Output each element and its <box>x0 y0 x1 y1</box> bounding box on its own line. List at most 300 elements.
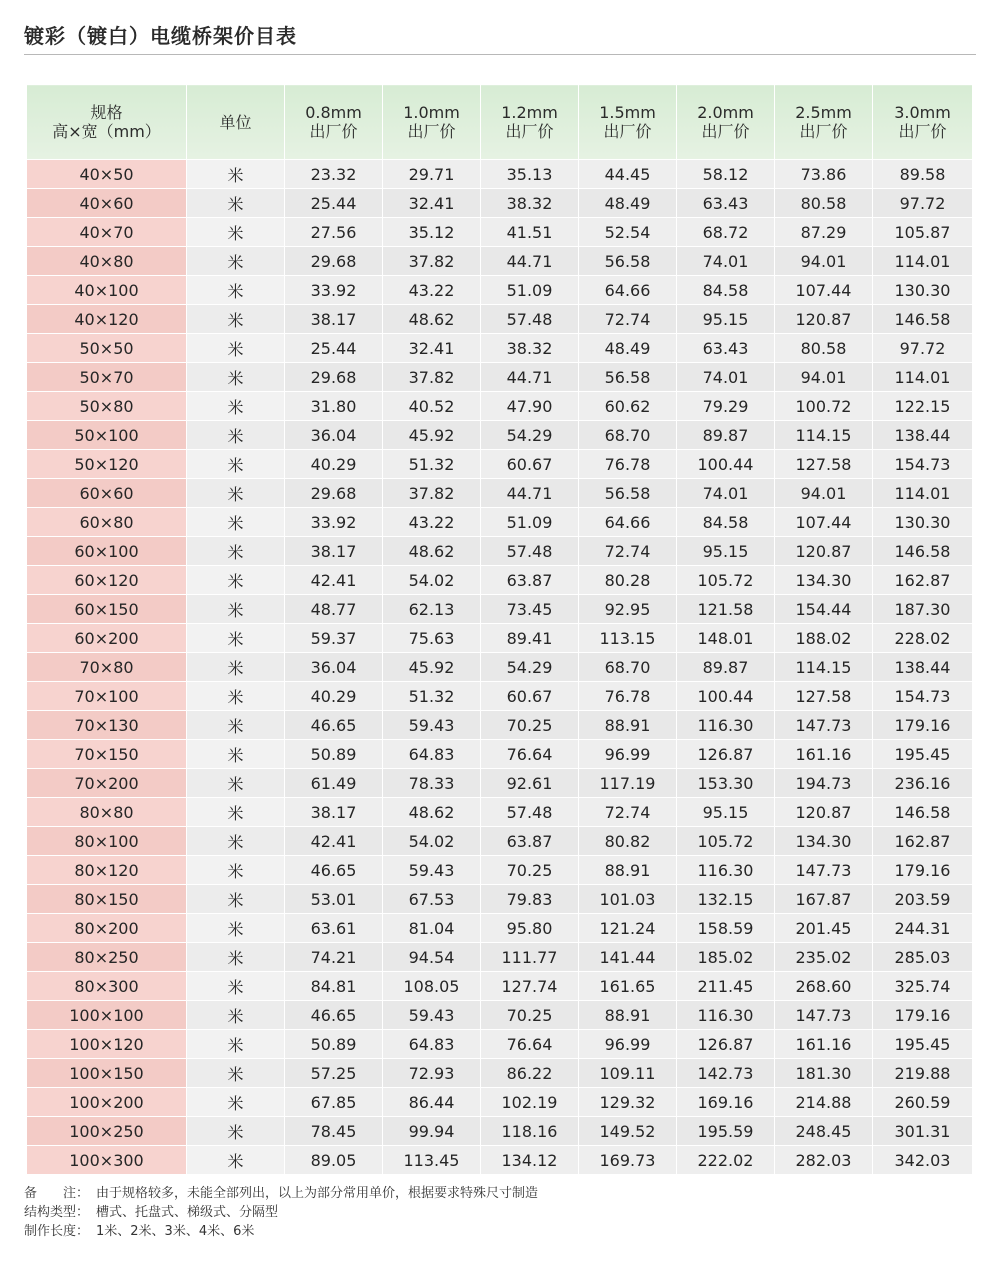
price-cell: 88.91 <box>579 711 677 740</box>
price-cell: 154.73 <box>873 682 973 711</box>
price-cell: 51.32 <box>383 450 481 479</box>
price-cell: 79.83 <box>481 885 579 914</box>
spec-cell: 100×150 <box>27 1059 187 1088</box>
price-cell: 63.87 <box>481 827 579 856</box>
spec-cell: 80×100 <box>27 827 187 856</box>
price-cell: 86.22 <box>481 1059 579 1088</box>
unit-cell: 米 <box>187 624 285 653</box>
table-row <box>27 972 973 1001</box>
price-cell: 64.83 <box>383 740 481 769</box>
price-cell: 84.58 <box>677 508 775 537</box>
price-cell: 99.94 <box>383 1117 481 1146</box>
price-cell: 76.78 <box>579 682 677 711</box>
table-row <box>27 189 973 218</box>
price-cell: 29.68 <box>285 247 383 276</box>
spec-cell: 50×50 <box>27 334 187 363</box>
price-cell: 74.01 <box>677 247 775 276</box>
price-cell: 57.48 <box>481 537 579 566</box>
table-row <box>27 247 973 276</box>
price-cell: 89.87 <box>677 653 775 682</box>
price-cell: 51.32 <box>383 682 481 711</box>
price-cell: 46.65 <box>285 711 383 740</box>
price-cell: 60.67 <box>481 682 579 711</box>
price-cell: 53.01 <box>285 885 383 914</box>
price-cell: 244.31 <box>873 914 973 943</box>
price-cell: 100.44 <box>677 682 775 711</box>
table-row <box>27 334 973 363</box>
price-cell: 60.67 <box>481 450 579 479</box>
price-table <box>26 84 973 1175</box>
spec-cell: 50×80 <box>27 392 187 421</box>
price-cell: 127.58 <box>775 450 873 479</box>
price-table-body <box>27 160 973 1175</box>
unit-cell: 米 <box>187 595 285 624</box>
header-thickness-1-2 <box>481 85 579 160</box>
price-cell: 40.52 <box>383 392 481 421</box>
price-cell: 195.45 <box>873 740 973 769</box>
unit-cell: 米 <box>187 1001 285 1030</box>
header-thickness-size: 1.2mm <box>501 103 558 122</box>
price-cell: 45.92 <box>383 653 481 682</box>
price-cell: 37.82 <box>383 479 481 508</box>
price-cell: 44.71 <box>481 247 579 276</box>
price-cell: 161.65 <box>579 972 677 1001</box>
price-cell: 154.44 <box>775 595 873 624</box>
price-cell: 102.19 <box>481 1088 579 1117</box>
price-cell: 132.15 <box>677 885 775 914</box>
price-cell: 72.74 <box>579 537 677 566</box>
price-cell: 36.04 <box>285 653 383 682</box>
price-cell: 126.87 <box>677 740 775 769</box>
price-cell: 285.03 <box>873 943 973 972</box>
unit-cell: 米 <box>187 856 285 885</box>
spec-cell: 70×150 <box>27 740 187 769</box>
price-cell: 114.15 <box>775 421 873 450</box>
price-cell: 47.90 <box>481 392 579 421</box>
unit-cell: 米 <box>187 450 285 479</box>
price-cell: 78.45 <box>285 1117 383 1146</box>
header-spec <box>27 85 187 160</box>
price-cell: 76.78 <box>579 450 677 479</box>
unit-cell: 米 <box>187 1146 285 1175</box>
price-cell: 129.32 <box>579 1088 677 1117</box>
note-lengths <box>24 1222 538 1241</box>
price-cell: 80.58 <box>775 189 873 218</box>
price-cell: 43.22 <box>383 508 481 537</box>
header-thickness-size: 3.0mm <box>894 103 951 122</box>
price-cell: 78.33 <box>383 769 481 798</box>
price-cell: 126.87 <box>677 1030 775 1059</box>
spec-cell: 70×100 <box>27 682 187 711</box>
notes <box>24 1184 538 1241</box>
price-cell: 120.87 <box>775 798 873 827</box>
price-cell: 25.44 <box>285 189 383 218</box>
price-cell: 57.48 <box>481 305 579 334</box>
spec-cell: 50×70 <box>27 363 187 392</box>
price-cell: 342.03 <box>873 1146 973 1175</box>
spec-cell: 40×120 <box>27 305 187 334</box>
table-row <box>27 1001 973 1030</box>
unit-cell: 米 <box>187 1117 285 1146</box>
price-cell: 44.71 <box>481 479 579 508</box>
price-cell: 325.74 <box>873 972 973 1001</box>
price-cell: 29.71 <box>383 160 481 189</box>
header-thickness-2-5 <box>775 85 873 160</box>
unit-cell: 米 <box>187 421 285 450</box>
header-thickness-label: 出厂价 <box>309 122 358 141</box>
price-cell: 120.87 <box>775 537 873 566</box>
price-cell: 94.01 <box>775 247 873 276</box>
spec-cell: 60×120 <box>27 566 187 595</box>
price-cell: 32.41 <box>383 189 481 218</box>
price-cell: 73.45 <box>481 595 579 624</box>
unit-cell: 米 <box>187 711 285 740</box>
table-row <box>27 537 973 566</box>
price-cell: 100.72 <box>775 392 873 421</box>
price-cell: 96.99 <box>579 740 677 769</box>
price-cell: 63.43 <box>677 334 775 363</box>
price-cell: 97.72 <box>873 189 973 218</box>
price-cell: 56.58 <box>579 247 677 276</box>
table-row <box>27 856 973 885</box>
price-cell: 161.16 <box>775 1030 873 1059</box>
price-cell: 48.77 <box>285 595 383 624</box>
price-cell: 70.25 <box>481 1001 579 1030</box>
price-cell: 127.58 <box>775 682 873 711</box>
price-cell: 121.24 <box>579 914 677 943</box>
spec-cell: 100×300 <box>27 1146 187 1175</box>
header-thickness-1-0 <box>383 85 481 160</box>
price-cell: 118.16 <box>481 1117 579 1146</box>
table-row <box>27 740 973 769</box>
price-cell: 43.22 <box>383 276 481 305</box>
price-cell: 42.41 <box>285 827 383 856</box>
note-text: 1米、2米、3米、4米、6米 <box>96 1224 255 1239</box>
price-cell: 74.01 <box>677 363 775 392</box>
spec-cell: 40×60 <box>27 189 187 218</box>
price-cell: 120.87 <box>775 305 873 334</box>
price-cell: 195.45 <box>873 1030 973 1059</box>
price-cell: 52.54 <box>579 218 677 247</box>
spec-cell: 80×150 <box>27 885 187 914</box>
note-label: 备 注： <box>24 1186 90 1201</box>
price-cell: 92.95 <box>579 595 677 624</box>
price-cell: 80.58 <box>775 334 873 363</box>
price-cell: 169.73 <box>579 1146 677 1175</box>
header-thickness-size: 2.5mm <box>795 103 852 122</box>
price-cell: 68.70 <box>579 653 677 682</box>
price-cell: 57.48 <box>481 798 579 827</box>
price-cell: 76.64 <box>481 1030 579 1059</box>
price-cell: 88.91 <box>579 1001 677 1030</box>
price-cell: 134.30 <box>775 827 873 856</box>
header-thickness-2-0 <box>677 85 775 160</box>
price-cell: 130.30 <box>873 508 973 537</box>
price-cell: 107.44 <box>775 276 873 305</box>
header-spec-line1: 规格 <box>90 103 123 122</box>
spec-cell: 60×80 <box>27 508 187 537</box>
unit-cell: 米 <box>187 943 285 972</box>
price-cell: 195.59 <box>677 1117 775 1146</box>
table-row <box>27 479 973 508</box>
price-cell: 62.13 <box>383 595 481 624</box>
spec-cell: 70×130 <box>27 711 187 740</box>
table-row <box>27 798 973 827</box>
price-cell: 73.86 <box>775 160 873 189</box>
header-unit: 单位 <box>187 85 285 160</box>
price-cell: 187.30 <box>873 595 973 624</box>
price-cell: 41.51 <box>481 218 579 247</box>
price-cell: 51.09 <box>481 508 579 537</box>
price-cell: 37.82 <box>383 247 481 276</box>
price-cell: 44.45 <box>579 160 677 189</box>
note-label: 结构类型： <box>24 1205 90 1220</box>
unit-cell: 米 <box>187 914 285 943</box>
price-cell: 63.87 <box>481 566 579 595</box>
title-divider <box>24 54 976 55</box>
header-thickness-size: 1.5mm <box>599 103 656 122</box>
price-cell: 80.28 <box>579 566 677 595</box>
price-cell: 111.77 <box>481 943 579 972</box>
header-thickness-size: 0.8mm <box>305 103 362 122</box>
spec-cell: 80×250 <box>27 943 187 972</box>
price-cell: 114.15 <box>775 653 873 682</box>
price-cell: 35.12 <box>383 218 481 247</box>
unit-cell: 米 <box>187 740 285 769</box>
price-cell: 68.70 <box>579 421 677 450</box>
price-cell: 105.72 <box>677 566 775 595</box>
price-cell: 70.25 <box>481 856 579 885</box>
price-cell: 113.15 <box>579 624 677 653</box>
price-cell: 95.15 <box>677 305 775 334</box>
price-cell: 109.11 <box>579 1059 677 1088</box>
price-cell: 67.85 <box>285 1088 383 1117</box>
price-cell: 59.43 <box>383 1001 481 1030</box>
price-cell: 89.05 <box>285 1146 383 1175</box>
price-cell: 142.73 <box>677 1059 775 1088</box>
price-cell: 201.45 <box>775 914 873 943</box>
price-cell: 153.30 <box>677 769 775 798</box>
price-cell: 74.01 <box>677 479 775 508</box>
price-cell: 59.43 <box>383 711 481 740</box>
header-thickness-3-0 <box>873 85 973 160</box>
price-cell: 70.25 <box>481 711 579 740</box>
table-row <box>27 305 973 334</box>
price-cell: 130.30 <box>873 276 973 305</box>
price-cell: 46.65 <box>285 1001 383 1030</box>
price-cell: 48.62 <box>383 798 481 827</box>
price-cell: 97.72 <box>873 334 973 363</box>
price-cell: 38.17 <box>285 305 383 334</box>
price-cell: 64.66 <box>579 276 677 305</box>
table-row <box>27 160 973 189</box>
price-cell: 40.29 <box>285 682 383 711</box>
price-cell: 95.15 <box>677 798 775 827</box>
price-cell: 149.52 <box>579 1117 677 1146</box>
price-cell: 29.68 <box>285 479 383 508</box>
price-cell: 36.04 <box>285 421 383 450</box>
price-cell: 23.32 <box>285 160 383 189</box>
price-cell: 60.62 <box>579 392 677 421</box>
price-cell: 268.60 <box>775 972 873 1001</box>
price-cell: 48.49 <box>579 189 677 218</box>
price-cell: 146.58 <box>873 305 973 334</box>
price-cell: 147.73 <box>775 856 873 885</box>
price-cell: 50.89 <box>285 1030 383 1059</box>
price-cell: 64.66 <box>579 508 677 537</box>
price-cell: 59.43 <box>383 856 481 885</box>
price-cell: 48.62 <box>383 305 481 334</box>
price-cell: 116.30 <box>677 1001 775 1030</box>
table-row <box>27 450 973 479</box>
table-row <box>27 1059 973 1088</box>
price-cell: 72.74 <box>579 305 677 334</box>
spec-cell: 40×70 <box>27 218 187 247</box>
unit-cell: 米 <box>187 1030 285 1059</box>
table-row <box>27 1117 973 1146</box>
unit-cell: 米 <box>187 1088 285 1117</box>
price-cell: 63.61 <box>285 914 383 943</box>
price-cell: 114.01 <box>873 363 973 392</box>
price-cell: 301.31 <box>873 1117 973 1146</box>
price-cell: 74.21 <box>285 943 383 972</box>
price-cell: 61.49 <box>285 769 383 798</box>
price-cell: 138.44 <box>873 421 973 450</box>
unit-cell: 米 <box>187 769 285 798</box>
price-cell: 54.29 <box>481 653 579 682</box>
price-cell: 122.15 <box>873 392 973 421</box>
price-cell: 94.01 <box>775 479 873 508</box>
table-row <box>27 392 973 421</box>
table-row <box>27 769 973 798</box>
header-thickness-label: 出厂价 <box>505 122 554 141</box>
price-cell: 64.83 <box>383 1030 481 1059</box>
table-row <box>27 1030 973 1059</box>
table-row <box>27 276 973 305</box>
header-thickness-size: 2.0mm <box>697 103 754 122</box>
price-cell: 282.03 <box>775 1146 873 1175</box>
spec-cell: 80×300 <box>27 972 187 1001</box>
price-cell: 94.54 <box>383 943 481 972</box>
header-thickness-label: 出厂价 <box>407 122 456 141</box>
price-cell: 181.30 <box>775 1059 873 1088</box>
spec-cell: 80×120 <box>27 856 187 885</box>
table-header-row <box>27 85 973 160</box>
price-cell: 211.45 <box>677 972 775 1001</box>
price-cell: 76.64 <box>481 740 579 769</box>
price-cell: 94.01 <box>775 363 873 392</box>
price-cell: 75.63 <box>383 624 481 653</box>
price-cell: 141.44 <box>579 943 677 972</box>
price-cell: 51.09 <box>481 276 579 305</box>
price-cell: 63.43 <box>677 189 775 218</box>
price-cell: 56.58 <box>579 363 677 392</box>
page-title: 镀彩（镀白）电缆桥架价目表 <box>24 24 297 48</box>
price-cell: 84.58 <box>677 276 775 305</box>
price-cell: 219.88 <box>873 1059 973 1088</box>
price-cell: 45.92 <box>383 421 481 450</box>
unit-cell: 米 <box>187 682 285 711</box>
price-cell: 48.62 <box>383 537 481 566</box>
price-cell: 57.25 <box>285 1059 383 1088</box>
price-cell: 214.88 <box>775 1088 873 1117</box>
unit-cell: 米 <box>187 334 285 363</box>
price-cell: 260.59 <box>873 1088 973 1117</box>
unit-cell: 米 <box>187 566 285 595</box>
price-cell: 161.16 <box>775 740 873 769</box>
header-thickness-1-5 <box>579 85 677 160</box>
price-cell: 107.44 <box>775 508 873 537</box>
spec-cell: 50×120 <box>27 450 187 479</box>
table-row <box>27 711 973 740</box>
spec-cell: 40×100 <box>27 276 187 305</box>
table-row <box>27 1088 973 1117</box>
price-cell: 169.16 <box>677 1088 775 1117</box>
unit-cell: 米 <box>187 885 285 914</box>
table-row <box>27 624 973 653</box>
price-cell: 146.58 <box>873 537 973 566</box>
price-cell: 116.30 <box>677 711 775 740</box>
price-cell: 44.71 <box>481 363 579 392</box>
table-row <box>27 363 973 392</box>
price-cell: 179.16 <box>873 1001 973 1030</box>
table-row <box>27 682 973 711</box>
price-cell: 89.41 <box>481 624 579 653</box>
price-cell: 72.74 <box>579 798 677 827</box>
price-cell: 92.61 <box>481 769 579 798</box>
header-thickness-label: 出厂价 <box>701 122 750 141</box>
table-row <box>27 827 973 856</box>
unit-cell: 米 <box>187 363 285 392</box>
price-cell: 79.29 <box>677 392 775 421</box>
price-cell: 162.87 <box>873 566 973 595</box>
price-cell: 101.03 <box>579 885 677 914</box>
price-cell: 81.04 <box>383 914 481 943</box>
table-row <box>27 943 973 972</box>
note-text: 由于规格较多，未能全部列出，以上为部分常用单价，根据要求特殊尺寸制造 <box>96 1186 539 1201</box>
unit-cell: 米 <box>187 479 285 508</box>
unit-cell: 米 <box>187 305 285 334</box>
price-cell: 33.92 <box>285 508 383 537</box>
price-cell: 38.32 <box>481 334 579 363</box>
price-cell: 38.32 <box>481 189 579 218</box>
spec-cell: 40×50 <box>27 160 187 189</box>
note-text: 槽式、托盘式、梯级式、分隔型 <box>96 1205 279 1220</box>
spec-cell: 100×250 <box>27 1117 187 1146</box>
unit-cell: 米 <box>187 247 285 276</box>
unit-cell: 米 <box>187 537 285 566</box>
price-cell: 50.89 <box>285 740 383 769</box>
table-row <box>27 595 973 624</box>
price-cell: 113.45 <box>383 1146 481 1175</box>
spec-cell: 70×80 <box>27 653 187 682</box>
header-thickness-0-8 <box>285 85 383 160</box>
price-cell: 54.02 <box>383 827 481 856</box>
table-row <box>27 885 973 914</box>
price-cell: 35.13 <box>481 160 579 189</box>
price-cell: 179.16 <box>873 711 973 740</box>
unit-cell: 米 <box>187 972 285 1001</box>
price-cell: 88.91 <box>579 856 677 885</box>
table-row <box>27 1146 973 1175</box>
price-cell: 84.81 <box>285 972 383 1001</box>
unit-cell: 米 <box>187 276 285 305</box>
price-cell: 222.02 <box>677 1146 775 1175</box>
spec-cell: 70×200 <box>27 769 187 798</box>
price-cell: 32.41 <box>383 334 481 363</box>
unit-cell: 米 <box>187 160 285 189</box>
price-cell: 105.87 <box>873 218 973 247</box>
